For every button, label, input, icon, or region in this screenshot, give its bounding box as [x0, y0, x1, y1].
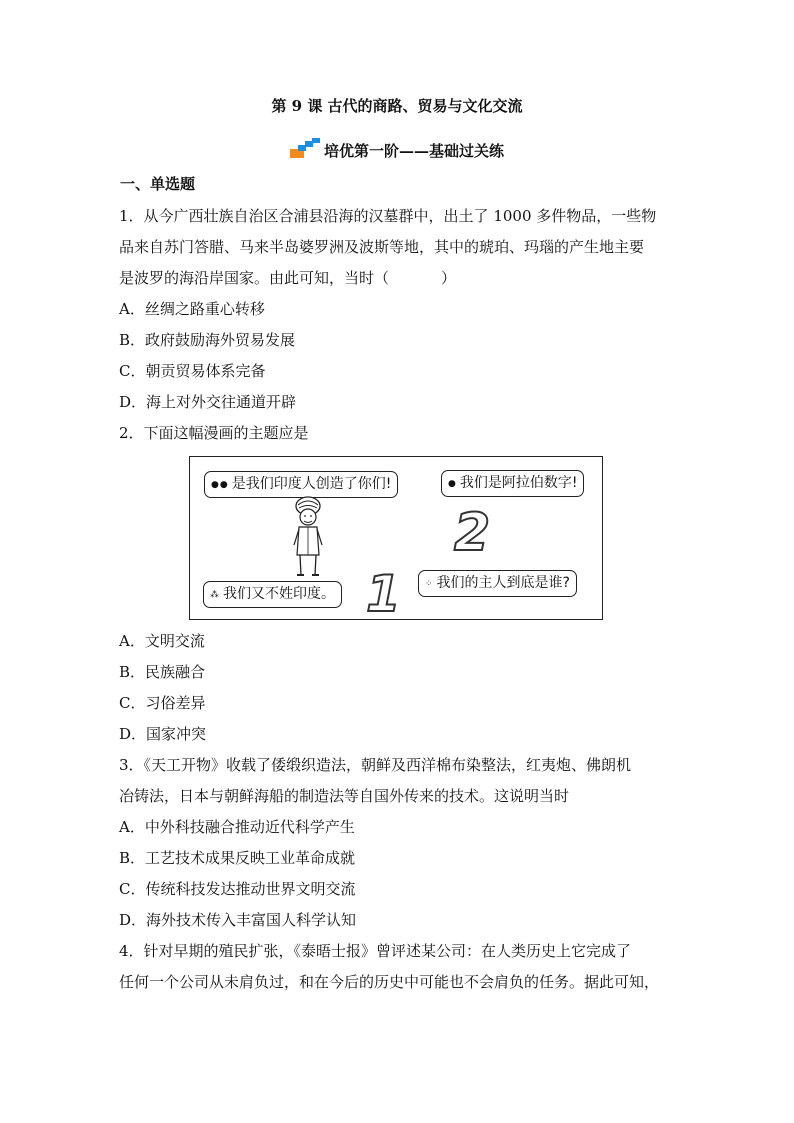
- question-line: 1．从今广西壮族自治区合浦县沿海的汉墓群中，出土了 1000 多件物品，一些物: [119, 207, 657, 225]
- option-c: C．传统科技发达推动世界文明交流: [119, 880, 356, 898]
- speech-bubble-4: [418, 570, 577, 597]
- question-3: [119, 750, 679, 936]
- question-line: [119, 263, 679, 294]
- question-1: [119, 201, 679, 418]
- bubble-text: 我们是阿拉伯数字!: [459, 475, 578, 491]
- option-b: B．工艺技术成果反映工业革命成就: [119, 849, 356, 867]
- subtitle-text: 培优第一阶——基础过关练: [323, 142, 504, 160]
- option-a: A．文明交流: [119, 632, 205, 650]
- option-d: D．海上对外交往通道开辟: [119, 393, 297, 411]
- question-text: ）: [441, 269, 457, 287]
- bubble-text: 我们的主人到底是谁?: [436, 575, 570, 591]
- speech-bubble-3: [203, 581, 342, 608]
- bubble-text: 是我们印度人创造了你们!: [231, 476, 392, 492]
- question-4: [119, 936, 679, 998]
- dots-icon: ⁘: [425, 579, 434, 589]
- option-c: C．朝贡贸易体系完备: [119, 362, 266, 380]
- option-c: C．习俗差异: [119, 694, 206, 712]
- steps-logo-icon: [290, 138, 320, 158]
- indian-man-illustration: [290, 495, 326, 579]
- subtitle: [0, 138, 794, 161]
- section-heading: 一、单选题: [120, 175, 196, 193]
- cartoon-figure: [189, 456, 603, 623]
- question-line: 3．《天工开物》收载了倭缎织造法，朝鲜及西洋棉布染整法，红夷炮、佛朗机: [119, 756, 632, 774]
- option-b: B．政府鼓励海外贸易发展: [119, 331, 296, 349]
- bubble-text: 我们又不姓印度。: [223, 586, 335, 602]
- option-a: A．中外科技融合推动近代科学产生: [119, 818, 355, 836]
- question-2: [119, 418, 679, 750]
- question-line: 品来自苏门答腊、马来半岛婆罗洲及波斯等地，其中的琥珀、玛瑙的产生地主要: [119, 238, 645, 256]
- dots-icon: ⁂: [210, 590, 220, 600]
- numeral-one: 1: [366, 565, 401, 623]
- option-b: B．民族融合: [119, 663, 206, 681]
- dots-icon: ●●: [211, 480, 229, 490]
- question-list: [119, 201, 679, 998]
- numeral-two: 2: [454, 503, 491, 563]
- question-text: 是波罗的海沿岸国家。由此可知，当时（: [119, 269, 390, 287]
- question-line: 任何一个公司从未肩负过，和在今后的历史中可能也不会肩负的任务。据此可知，: [119, 973, 660, 991]
- question-line: 2．下面这幅漫画的主题应是: [119, 424, 309, 442]
- dot-icon: ●: [448, 479, 457, 489]
- option-d: D．海外技术传入丰富国人科学认知: [119, 911, 357, 929]
- page-title: 第 9 课 古代的商路、贸易与文化交流: [271, 97, 523, 115]
- question-line: 4．针对早期的殖民扩张，《泰晤士报》曾评述某公司：在人类历史上它完成了: [119, 942, 632, 960]
- question-line: 冶铸法，日本与朝鲜海船的制造法等自国外传来的技术。这说明当时: [119, 787, 570, 805]
- option-d: D．国家冲突: [119, 725, 207, 743]
- speech-bubble-2: [441, 470, 584, 497]
- speech-bubble-1: [204, 471, 398, 498]
- option-a: A．丝绸之路重心转移: [119, 300, 265, 318]
